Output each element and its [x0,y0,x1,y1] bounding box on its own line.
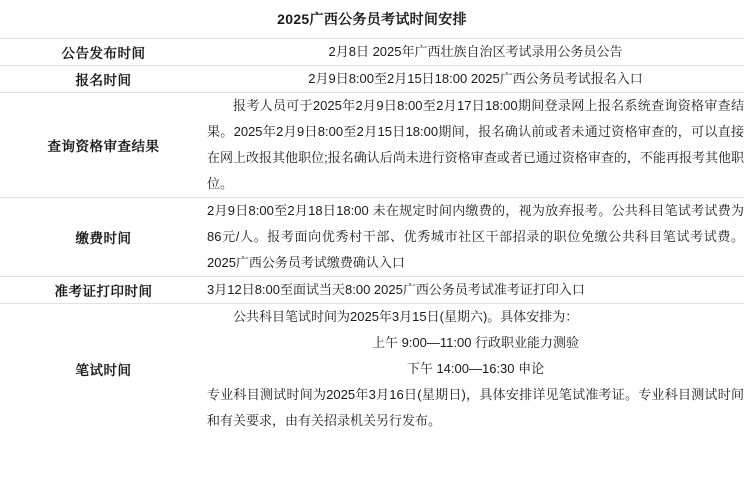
table-row [0,198,744,277]
row-label-qualification-check: 查询资格审查结果 [47,139,160,154]
content-line: 2月8日 2025年广西壮族自治区考试录用公务员公告 [328,44,623,59]
table-row [0,93,744,198]
content-line: 2月9日8:00至2月18日18:00 未在规定时间内缴费的，视为放弃报考。公共科目笔试考试费为86元/人。报考面向优秀村干部、优秀城市社区干部招录的职位免缴公共科目笔试考试费。 2025广西公务员考试缴费确认入口 [207,203,744,270]
row-label-written-exam: 笔试时间 [75,363,132,378]
content-line: 公共科目笔试时间为2025年3月15日(星期六)。具体安排为： [233,309,579,324]
table-row [0,39,744,66]
table-row [0,277,744,304]
content-line: 下午 14:00—16:30 申论 [406,361,545,376]
row-content-qualification-check [207,93,744,198]
row-content-payment [207,198,744,277]
page-title: 2025广西公务员考试时间安排 [277,11,467,27]
table-row [0,66,744,93]
content-line: 3月12日8:00至面试当天8:00 2025广西公务员考试准考证打印入口 [207,282,585,297]
row-label-registration: 报名时间 [75,73,132,88]
exam-schedule-table [0,38,744,434]
table-row [0,304,744,435]
row-label-admission-ticket: 准考证打印时间 [54,284,153,299]
row-content-registration [207,66,744,93]
content-line: 2月9日8:00至2月15日18:00 2025广西公务员考试报名入口 [308,71,643,86]
content-line: 报考人员可于2025年2月9日8:00至2月17日18:00期间登录网上报名系统查询资格审查结果。2025年2月9日8:00至2月15日18:00期间，报名确认前或者未通过资格审查的，可以直接在网上改报其他职位;报名确认后尚未进行资格审查或者已通过资格审查的，不能再报考其他职位。 [207,98,744,191]
row-content-written-exam [207,304,744,435]
content-line: 专业科目测试时间为2025年3月16日(星期日)，具体安排详见笔试准考证。专业科目测试时间和有关要求，由有关招录机关另行发布。 [207,387,744,428]
row-label-payment: 缴费时间 [75,231,132,246]
content-line: 上午 9:00—11:00 行政职业能力测验 [371,335,580,350]
row-content-admission-ticket [207,277,744,304]
row-label-announcement: 公告发布时间 [61,46,146,61]
row-content-announcement [207,39,744,66]
